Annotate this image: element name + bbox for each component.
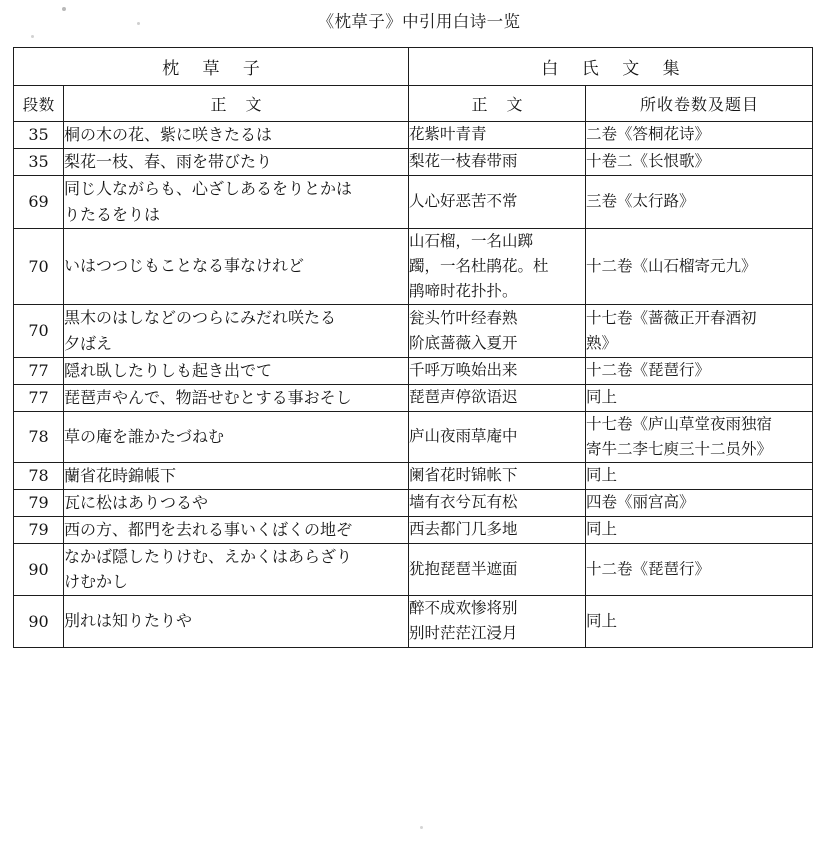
- cell-honbun-jp: [64, 357, 409, 384]
- cell-dansu: 90: [14, 543, 64, 596]
- cell-dansu: 69: [14, 175, 64, 228]
- column-header-honbun-cn: 正 文: [409, 86, 586, 122]
- cell-dansu: 70: [14, 228, 64, 304]
- table-row: [14, 228, 813, 304]
- cell-honbun-jp: [64, 175, 409, 228]
- cell-honbun-jp: [64, 228, 409, 304]
- cell-honbun-cn: [409, 489, 586, 516]
- cell-honbun-cn-line: 犹抱琵琶半遮面: [409, 559, 518, 578]
- cell-honbun-cn-line: 阑省花时锦帐下: [409, 466, 518, 485]
- table-row: [14, 384, 813, 411]
- cell-honbun-jp-line: 別れは知りたりや: [64, 611, 193, 631]
- cell-honbun-jp: [64, 543, 409, 596]
- column-header-honbun-jp: 正 文: [64, 86, 409, 122]
- table-row: [14, 411, 813, 462]
- scan-speck: [31, 35, 34, 38]
- cell-volume-title-line: 同上: [586, 466, 618, 485]
- cell-honbun-cn: [409, 596, 586, 647]
- cell-honbun-jp-line: 夕ばえ: [64, 333, 113, 353]
- cell-honbun-jp: [64, 384, 409, 411]
- cell-volume-title: [586, 462, 813, 489]
- table-row: [14, 489, 813, 516]
- group-header-row: [14, 48, 813, 86]
- cell-honbun-jp: [64, 304, 409, 357]
- cell-volume-title-line: 十七卷《庐山草堂夜雨独宿: [586, 414, 773, 433]
- cell-honbun-cn-line: 千呼万唤始出来: [409, 361, 518, 380]
- table-body: [14, 122, 813, 648]
- cell-volume-title: [586, 304, 813, 357]
- cell-honbun-cn-line: 鹃啼时花扑扑。: [409, 281, 518, 300]
- cell-volume-title-line: 同上: [586, 388, 618, 407]
- table-row: [14, 516, 813, 543]
- cell-honbun-cn: [409, 384, 586, 411]
- scan-speck: [420, 826, 423, 829]
- cell-honbun-cn: [409, 516, 586, 543]
- cell-volume-title: [586, 357, 813, 384]
- table-row: [14, 175, 813, 228]
- cell-honbun-jp-line: 梨花一枝、春、雨を帯びたり: [64, 151, 273, 171]
- table-row: [14, 357, 813, 384]
- cell-volume-title-line: 寄牛二李七庾三十二员外》: [586, 439, 773, 458]
- cell-dansu: 79: [14, 489, 64, 516]
- cell-honbun-cn-line: 梨花一枝春带雨: [409, 152, 518, 171]
- cell-honbun-cn-line: 醉不成欢惨将别: [409, 599, 518, 618]
- cell-volume-title: [586, 175, 813, 228]
- cell-dansu: 70: [14, 304, 64, 357]
- column-header-row: [14, 86, 813, 122]
- cell-honbun-jp: [64, 122, 409, 149]
- cell-volume-title: [586, 516, 813, 543]
- cell-volume-title: [586, 411, 813, 462]
- table-row: [14, 462, 813, 489]
- cell-volume-title: [586, 122, 813, 149]
- cell-honbun-jp-line: 黒木のはしなどのつらにみだれ咲たる: [64, 307, 337, 327]
- cell-honbun-jp-line: いはつつじもことなる事なけれど: [64, 256, 305, 276]
- cell-honbun-cn-line: 墙有衣兮瓦有松: [409, 493, 518, 512]
- cell-volume-title-line: 熟》: [586, 333, 618, 352]
- cell-honbun-cn: [409, 357, 586, 384]
- cell-honbun-jp: [64, 596, 409, 647]
- cell-volume-title-line: 同上: [586, 611, 618, 630]
- cell-honbun-jp-line: 西の方、都門を去れる事いくばくの地ぞ: [64, 519, 353, 539]
- cell-honbun-jp: [64, 489, 409, 516]
- cell-volume-title-line: 三卷《太行路》: [586, 192, 695, 211]
- table-row: [14, 148, 813, 175]
- cell-volume-title: [586, 148, 813, 175]
- cell-honbun-cn: [409, 175, 586, 228]
- cell-honbun-cn-line: 躅，一名杜鹃花。杜: [409, 256, 549, 275]
- cell-honbun-cn: [409, 122, 586, 149]
- cell-honbun-jp-line: 瓦に松はありつるや: [64, 492, 209, 512]
- cell-honbun-jp-line: 琵琶声やんで、物語せむとする事おそし: [64, 387, 352, 407]
- page-title: 《枕草子》中引用白诗一览: [317, 12, 521, 31]
- cell-honbun-cn-line: 西去都门几多地: [409, 520, 518, 538]
- cell-honbun-cn-line: 瓮头竹叶经春熟: [409, 308, 518, 327]
- cell-dansu: 35: [14, 122, 64, 149]
- cell-honbun-jp: [64, 516, 409, 543]
- cell-dansu: 77: [14, 384, 64, 411]
- cell-honbun-jp-line: 同じ人ながらも、心ざしあるをりとかは: [64, 178, 353, 198]
- cell-honbun-cn: [409, 543, 586, 596]
- citation-table: [13, 47, 813, 648]
- cell-honbun-cn-line: 花紫叶青青: [409, 125, 487, 144]
- cell-honbun-cn: [409, 304, 586, 357]
- table-row: [14, 596, 813, 647]
- cell-dansu: 35: [14, 148, 64, 175]
- column-header-volume-title: 所收卷数及题目: [586, 86, 813, 122]
- cell-honbun-jp-line: けむかし: [64, 572, 129, 592]
- cell-honbun-jp-line: 蘭省花時錦帳下: [64, 465, 177, 485]
- cell-honbun-jp-line: 桐の木の花、紫に咲きたるは: [64, 125, 273, 144]
- cell-volume-title-line: 十二卷《琵琶行》: [586, 361, 711, 380]
- cell-honbun-jp-line: りたるをりは: [64, 204, 161, 224]
- column-header-dansu: 段数: [14, 86, 64, 122]
- cell-honbun-cn-line: 人心好恶苦不常: [409, 192, 518, 211]
- table-head: [14, 48, 813, 122]
- group-header-makura-no-soshi: 枕 草 子: [14, 48, 409, 86]
- cell-honbun-cn-line: 阶底蔷薇入夏开: [409, 333, 518, 352]
- cell-volume-title: [586, 543, 813, 596]
- cell-honbun-jp: [64, 411, 409, 462]
- cell-dansu: 79: [14, 516, 64, 543]
- cell-honbun-cn: [409, 228, 586, 304]
- cell-honbun-jp: [64, 148, 409, 175]
- table-container: [13, 47, 812, 648]
- cell-honbun-cn: [409, 148, 586, 175]
- cell-volume-title: [586, 228, 813, 304]
- cell-volume-title-line: 二卷《答桐花诗》: [586, 125, 711, 144]
- cell-dansu: 90: [14, 596, 64, 647]
- cell-honbun-cn-line: 山石榴，一名山踯: [409, 231, 534, 250]
- cell-honbun-cn: [409, 462, 586, 489]
- cell-honbun-cn-line: 别时茫茫江浸月: [409, 624, 518, 643]
- cell-volume-title-line: 十二卷《山石榴寄元九》: [586, 256, 757, 275]
- cell-volume-title-line: 四卷《丽宫高》: [586, 493, 695, 512]
- cell-honbun-jp: [64, 462, 409, 489]
- cell-volume-title: [586, 596, 813, 647]
- cell-volume-title-line: 十二卷《琵琶行》: [586, 559, 711, 578]
- group-header-hakushi-monju: 白 氏 文 集: [409, 48, 813, 86]
- cell-honbun-cn-line: 庐山夜雨草庵中: [409, 427, 518, 446]
- cell-dansu: 78: [14, 462, 64, 489]
- cell-volume-title-line: 十卷二《长恨歌》: [586, 152, 711, 171]
- cell-dansu: 77: [14, 357, 64, 384]
- table-row: [14, 122, 813, 149]
- table-row: [14, 543, 813, 596]
- cell-volume-title: [586, 489, 813, 516]
- cell-honbun-cn: [409, 411, 586, 462]
- cell-honbun-cn-line: 琵琶声停欲语迟: [409, 388, 518, 407]
- cell-honbun-jp-line: 草の庵を誰かたづねむ: [64, 426, 225, 446]
- cell-volume-title: [586, 384, 813, 411]
- cell-volume-title-line: 十七卷《蔷薇正开春酒初: [586, 308, 757, 327]
- table-row: [14, 304, 813, 357]
- cell-honbun-jp-line: なかば隠したりけむ、えかくはあらざり: [64, 546, 353, 566]
- cell-honbun-jp-line: 隠れ臥したりしも起き出でて: [64, 360, 273, 380]
- cell-volume-title-line: 同上: [586, 520, 618, 538]
- cell-dansu: 78: [14, 411, 64, 462]
